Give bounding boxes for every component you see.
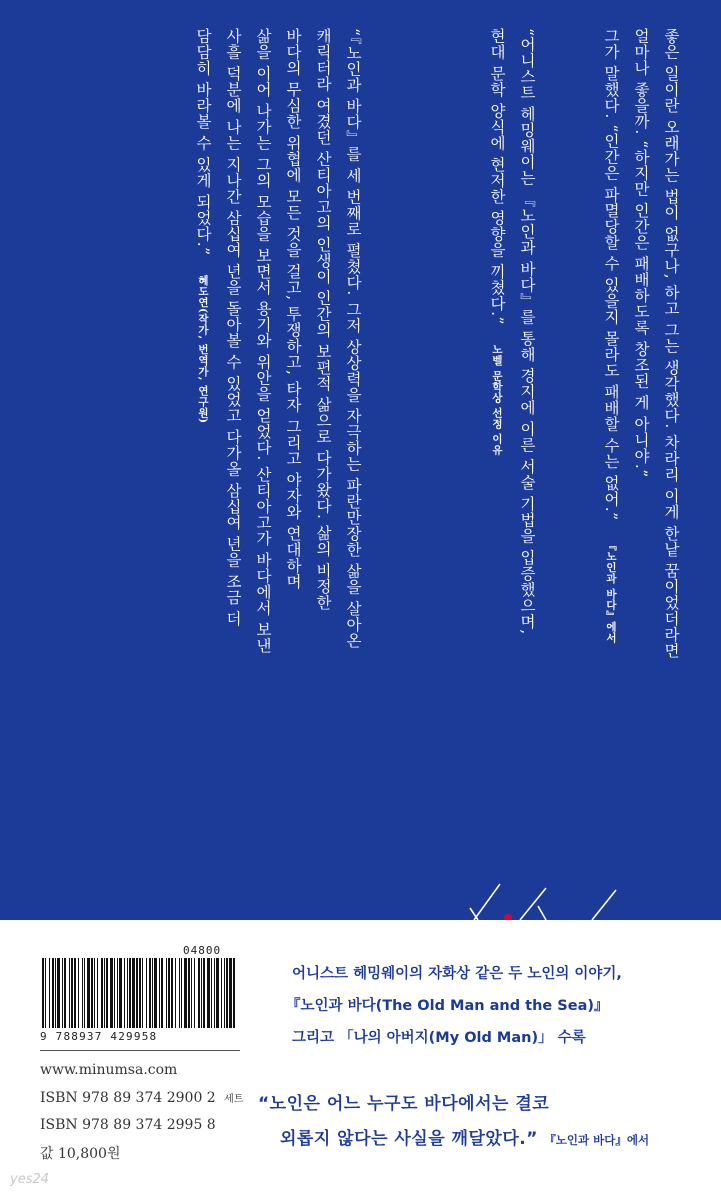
column-line: 좋은 일이란 오래가는 법이 없구나, 하고 그는 생각했다. 차라리 이게 한낱 꿈이었더라면 (662, 28, 680, 659)
barcode-bar (49, 958, 50, 1028)
barcode-bar (57, 958, 60, 1028)
barcode-number: 9 788937 429958 (40, 1030, 158, 1043)
barcode-bar (214, 958, 215, 1028)
barcode-bar (124, 958, 125, 1028)
barcode-bar (42, 958, 44, 1028)
isbn-set-tag: 세트 (224, 1094, 244, 1105)
barcode-bar (201, 958, 202, 1028)
barcode-bar (87, 958, 90, 1028)
isbn-set-number: ISBN 978 89 374 2900 2 (40, 1090, 216, 1106)
barcode-bar (203, 958, 205, 1028)
barcode-bar (152, 958, 153, 1028)
website-link: www.minumsa.com (40, 1062, 178, 1078)
column-line: 바다의 무심한 위협에 모든 것을 걸고, 투쟁하고, 타자 그리고 야자와 연대하며 (284, 28, 302, 590)
barcode-bar (188, 958, 190, 1028)
barcode-bar (62, 958, 63, 1028)
barcode-bar (64, 958, 66, 1028)
back-quote-source: 『노인과 바다』에서 (544, 1133, 650, 1147)
barcode-bar (106, 958, 108, 1028)
column-source: 혜도연(작가, 번역가, 연구원) (197, 275, 209, 424)
barcode-bar (52, 958, 54, 1028)
column-line: 그가 말했다. “인간은 파멸당할 수 있을지 몰라도 패배할 수는 없어.” (602, 28, 620, 521)
quote-column-novel (596, 28, 686, 868)
column-line: 삶을 이어 나가는 그의 모습을 보면서 용기와 위안을 얻었다. 산티아고가 바다에서 보낸 (254, 28, 272, 654)
barcode-bar (139, 958, 141, 1028)
isbn-single: ISBN 978 89 374 2995 8 (40, 1117, 216, 1133)
column-source: 『노인과 바다』에서 (605, 539, 617, 644)
barcode-bar (146, 958, 147, 1028)
quote-column-review (188, 28, 368, 868)
barcode-bar (179, 958, 180, 1028)
blurb-line: 그리고 「나의 아버지(My Old Man)」 수록 (292, 1030, 586, 1046)
barcode-bar (216, 958, 219, 1028)
barcode-bar (198, 958, 200, 1028)
barcode-bar (114, 958, 115, 1028)
barcode-bar (69, 958, 70, 1028)
barcode-bar (127, 958, 128, 1028)
barcode-bar (132, 958, 135, 1028)
column-line: 담담히 바라볼 수 있게 되었다.” (194, 28, 212, 256)
divider-line (40, 1050, 240, 1051)
barcode-bar (181, 958, 182, 1028)
barcode-bar (74, 958, 76, 1028)
barcode-bar (175, 958, 176, 1028)
barcode-bar (224, 958, 225, 1028)
barcode-bar (191, 958, 192, 1028)
barcode-bar (161, 958, 163, 1028)
barcode-bar (194, 958, 195, 1028)
barcode-bar (226, 958, 228, 1028)
barcode-bar (207, 958, 210, 1028)
barcode-bar (129, 958, 131, 1028)
barcode-bar (110, 958, 113, 1028)
barcode-bar (78, 958, 79, 1028)
column-source: 노벨 문학상 선정 이유 (491, 344, 503, 456)
barcode-bar (154, 958, 157, 1028)
barcode-bar (168, 958, 170, 1028)
column-line: 캐릭터라 여겼던 산티아고의 인생이 인간의 보편적 삶으로 다가왔다. 삶의 비정한 (314, 28, 332, 611)
barcode-bar (159, 958, 160, 1028)
blurb-line: 어니스트 헤밍웨이의 자화상 같은 두 노인의 이야기, (292, 966, 622, 982)
back-quote-text: 외롭지 않다는 사실을 깨달았다.” (280, 1129, 538, 1149)
quote-column-nobel (482, 28, 542, 868)
barcode-bar (94, 958, 95, 1028)
barcode-bar (45, 958, 46, 1028)
barcode-bar (104, 958, 105, 1028)
column-line: 얼마나 좋을까. “하지만 인간은 패배하도록 창조된 게 아니야.” (632, 28, 650, 478)
watermark: yes24 (10, 1172, 50, 1187)
barcode-bar (119, 958, 122, 1028)
barcode-bar (166, 958, 167, 1028)
barcode-bar (142, 958, 143, 1028)
column-line: “어니스트 헤밍웨이는 『노인과 바다』를 통해 경지에 이른 서술 기법을 입증했으며, (518, 28, 536, 635)
barcode (38, 958, 238, 1028)
price: 값 10,800원 (40, 1146, 121, 1162)
barcode-bar (71, 958, 73, 1028)
barcode-bar (184, 958, 187, 1028)
isbn-set (40, 1090, 244, 1106)
blurb-line: 『노인과 바다(The Old Man and the Sea)』 (286, 998, 609, 1014)
barcode-bar (55, 958, 56, 1028)
barcode-bar (136, 958, 138, 1028)
barcode-bar (171, 958, 173, 1028)
barcode-bar (229, 958, 232, 1028)
price-code: 04800 (183, 944, 222, 957)
barcode-bar (101, 958, 103, 1028)
barcode-bar (97, 958, 98, 1028)
column-line: 사흘 덕분에 나는 지나간 삼십여 년을 돌아볼 수 있었고 다가올 삼십여 년을 조금 더 (224, 28, 242, 627)
column-line: “『노인과 바다』를 세 번째로 펼쳤다. 그저 상상력을 자극하는 파란만장한 삶을 살아온 (344, 28, 362, 649)
column-line: 현대 문학 양식에 현저한 영향을 끼쳤다.” (488, 28, 506, 325)
barcode-bar (91, 958, 93, 1028)
barcode-bar (84, 958, 85, 1028)
barcode-bar (117, 958, 118, 1028)
barcode-bar (221, 958, 222, 1028)
back-quote-line (280, 1124, 649, 1149)
barcode-bar (211, 958, 212, 1028)
barcode-bar (149, 958, 151, 1028)
barcode-bar (82, 958, 83, 1028)
back-quote-line: “노인은 어느 누구도 바다에서는 결코 (258, 1094, 550, 1114)
wave-lines-decoration (0, 880, 721, 920)
barcode-bar (233, 958, 235, 1028)
